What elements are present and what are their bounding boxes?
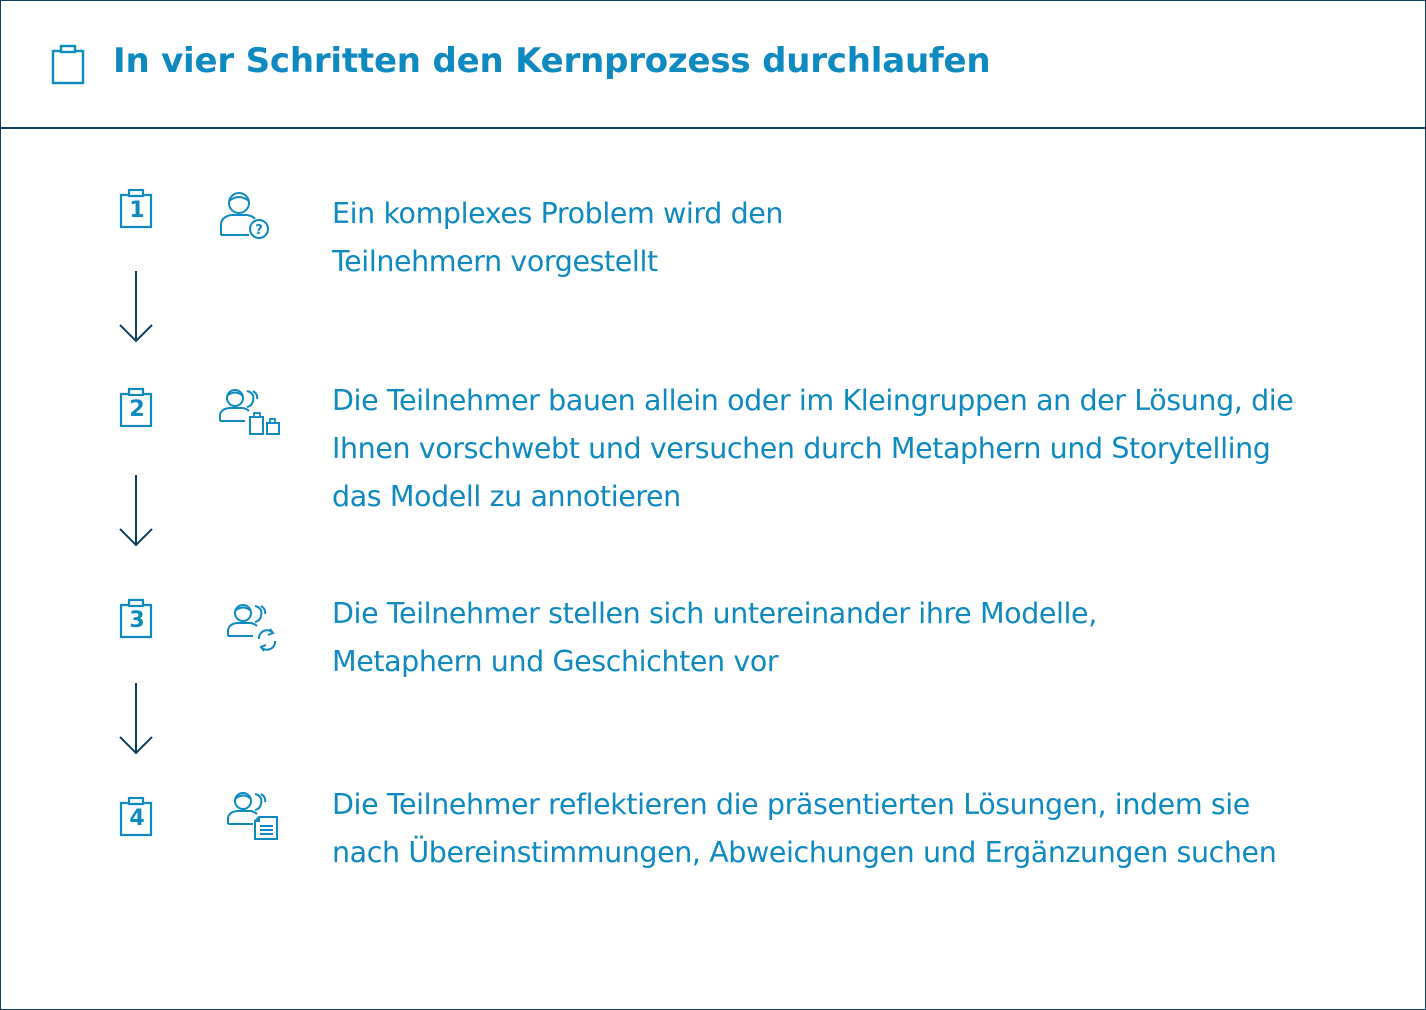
step-text-line: Die Teilnehmer bauen allein oder im Kleingruppen an der Lösung, die <box>332 384 1294 417</box>
step-number-badge <box>119 187 155 229</box>
step-number-badge <box>119 597 155 639</box>
step-text-line: nach Übereinstimmungen, Abweichungen und Ergänzungen suchen <box>332 836 1277 869</box>
step-description <box>332 190 1372 286</box>
page-title: In vier Schritten den Kernprozess durchlaufen <box>113 41 991 81</box>
step-description <box>332 377 1372 521</box>
step-text-line: das Modell zu annotieren <box>332 480 681 513</box>
step-number-badge <box>119 386 155 428</box>
people-exchange-icon <box>225 599 285 653</box>
svg-text:?: ? <box>255 223 263 238</box>
step-text-line: Ein komplexes Problem wird den <box>332 197 784 230</box>
step-text-line: Teilnehmern vorgestellt <box>332 245 658 278</box>
step-number: 2 <box>129 397 145 422</box>
step-text-line: Die Teilnehmer stellen sich untereinander ihre Modelle, <box>332 597 1097 630</box>
step-text-line: Metaphern und Geschichten vor <box>332 645 779 678</box>
people-document-icon <box>223 787 285 845</box>
step-number: 4 <box>129 806 145 831</box>
step-number: 1 <box>129 198 145 223</box>
step-number: 3 <box>129 608 145 633</box>
arrow-down-icon <box>119 473 155 549</box>
arrow-down-icon <box>119 681 155 757</box>
clipboard-icon <box>49 43 89 87</box>
step-text-line: Die Teilnehmer reflektieren die präsentierten Lösungen, indem sie <box>332 788 1250 821</box>
arrow-down-icon <box>119 269 155 345</box>
step-description <box>332 590 1372 686</box>
step-description <box>332 781 1372 877</box>
step-number-badge <box>119 795 155 837</box>
person-question-icon <box>217 189 273 239</box>
people-building-icon <box>217 385 285 437</box>
step-text-line: Ihnen vorschwebt und versuchen durch Metaphern und Storytelling <box>332 432 1271 465</box>
panel-header <box>1 1 1425 129</box>
